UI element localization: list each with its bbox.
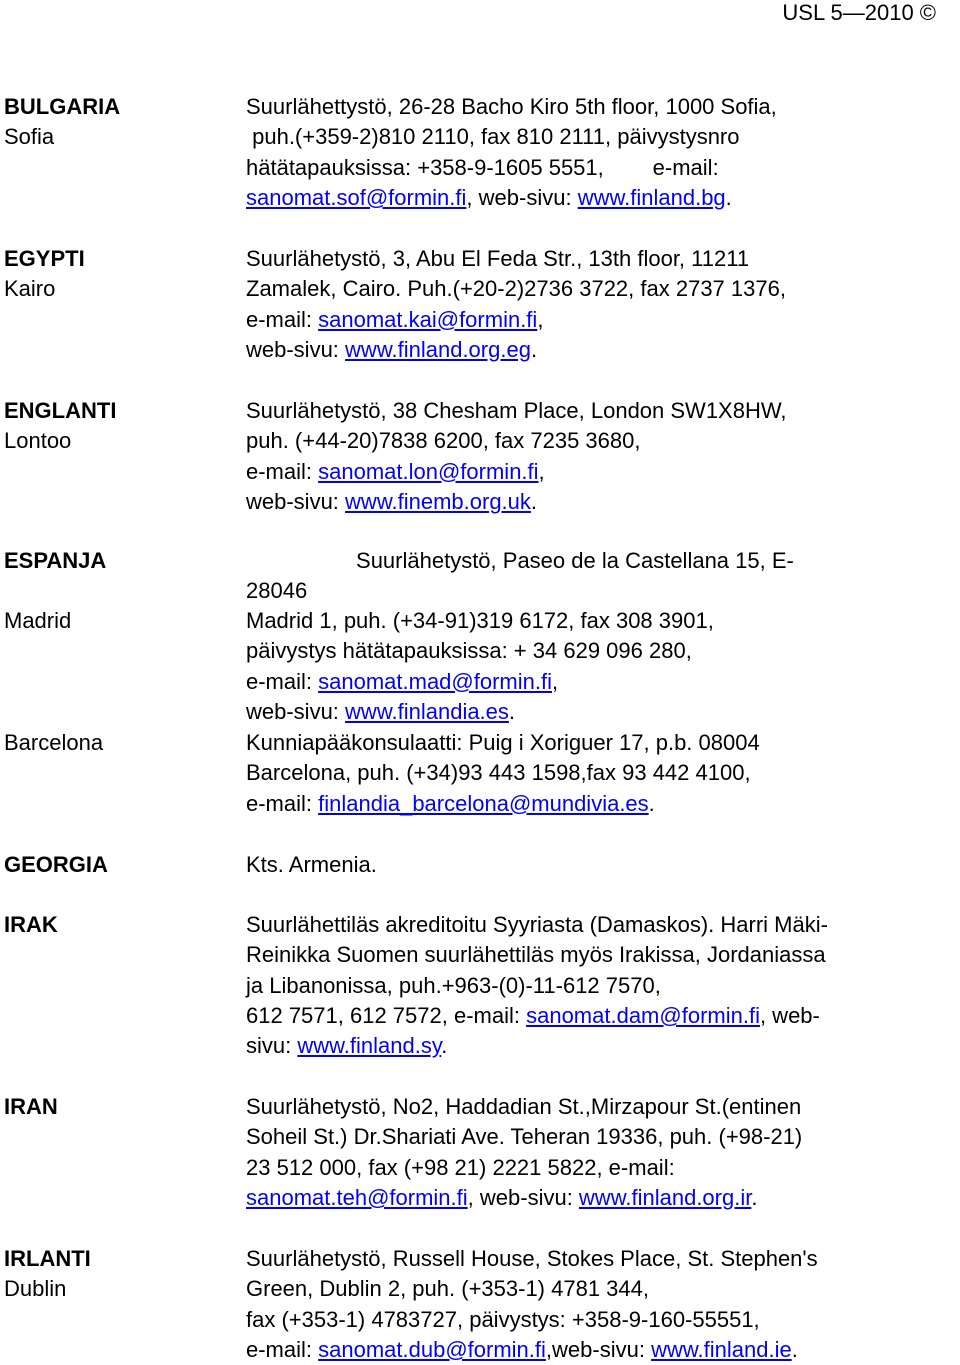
detail-text: puh.(+359-2)810 2110, fax 810 2111, päivystysnro bbox=[246, 124, 740, 150]
detail-line bbox=[246, 850, 946, 880]
detail-text: puh. (+44-20)7838 6200, fax 7235 3680, bbox=[246, 428, 641, 454]
detail-line bbox=[246, 910, 946, 940]
detail-line bbox=[246, 667, 946, 697]
detail-line bbox=[246, 971, 946, 1001]
detail-line bbox=[246, 244, 946, 274]
detail-line bbox=[246, 697, 946, 727]
detail-text: Suurlähetystö, Paseo de la Castellana 15, E- bbox=[246, 548, 794, 573]
city-name: Madrid bbox=[4, 608, 72, 633]
city-name: Kairo bbox=[4, 276, 56, 302]
detail-text: Barcelona, puh. (+34)93 443 1598,fax 93 442 4100, bbox=[246, 760, 751, 786]
detail-text: e-mail: bbox=[246, 790, 319, 816]
country-name: IRAN bbox=[4, 1094, 58, 1119]
location-column bbox=[4, 728, 239, 758]
detail-text: Suurlähettystö, 26-28 Bacho Kiro 5th floor, 1000 Sofia, bbox=[246, 94, 777, 119]
detail-line bbox=[246, 487, 946, 517]
email-link[interactable]: sanomat.sof@formin.fi bbox=[246, 184, 467, 210]
detail-line bbox=[246, 426, 946, 456]
email-link[interactable]: sanomat.kai@formin.fi bbox=[318, 306, 538, 332]
detail-text: , bbox=[537, 306, 544, 332]
detail-line bbox=[246, 183, 946, 213]
city-name: Sofia bbox=[4, 124, 55, 150]
detail-text: Suurlähetystö, Russell House, Stokes Place, St. Stephen's bbox=[246, 1246, 818, 1271]
country-name: IRLANTI bbox=[4, 1246, 91, 1271]
detail-text: e-mail: bbox=[246, 1336, 319, 1362]
detail-line bbox=[246, 789, 946, 819]
detail-text: web-sivu: bbox=[246, 336, 346, 362]
detail-line bbox=[246, 1305, 946, 1335]
location-column bbox=[4, 606, 239, 636]
detail-line bbox=[246, 636, 946, 666]
detail-text: hätätapauksissa: +358-9-1605 5551, e-mail: bbox=[246, 154, 719, 180]
detail-text: . bbox=[530, 488, 538, 514]
detail-text: Kunniapääkonsulaatti: Puig i Xoriguer 17, p.b. 08004 bbox=[246, 730, 760, 755]
detail-text: Madrid 1, puh. (+34-91)319 6172, fax 308 3901, bbox=[246, 608, 714, 633]
detail-text: Suurlähettiläs akreditoitu Syyriasta (Damaskos). Harri Mäki- bbox=[246, 912, 828, 937]
website-link[interactable]: www.finland.org.ir bbox=[578, 1184, 752, 1210]
detail-text: Green, Dublin 2, puh. (+353-1) 4781 344, bbox=[246, 1276, 649, 1302]
email-link[interactable]: sanomat.teh@formin.fi bbox=[246, 1184, 468, 1210]
email-link[interactable]: finlandia_barcelona@mundivia.es bbox=[318, 790, 649, 816]
location-column bbox=[4, 910, 239, 940]
contact-details bbox=[246, 546, 946, 607]
contact-details bbox=[246, 92, 946, 213]
detail-text: , web- bbox=[759, 1002, 820, 1028]
email-link[interactable]: sanomat.dam@formin.fi bbox=[526, 1002, 760, 1028]
country-name: IRAK bbox=[4, 912, 58, 937]
detail-line bbox=[246, 1153, 946, 1183]
detail-text: Suurlähetystö, 38 Chesham Place, London SW1X8HW, bbox=[246, 398, 787, 423]
detail-line bbox=[246, 1001, 946, 1031]
country-name: GEORGIA bbox=[4, 852, 108, 877]
detail-line bbox=[246, 576, 946, 606]
detail-text: , bbox=[551, 668, 559, 694]
detail-text: Reinikka Suomen suurlähettiläs myös Irakissa, Jordaniassa bbox=[246, 942, 826, 968]
location-column bbox=[4, 244, 239, 305]
location-column bbox=[4, 850, 239, 880]
detail-line bbox=[246, 1274, 946, 1304]
contact-details bbox=[246, 1092, 946, 1213]
detail-text: päivystys hätätapauksissa: + 34 629 096 280, bbox=[246, 638, 692, 664]
city-name: Barcelona bbox=[4, 730, 104, 755]
detail-line bbox=[246, 606, 946, 636]
detail-text: e-mail: bbox=[246, 668, 319, 694]
detail-line bbox=[246, 396, 946, 426]
detail-line bbox=[246, 1335, 946, 1365]
contact-details bbox=[246, 606, 946, 727]
detail-text: , web-sivu: bbox=[466, 184, 578, 210]
contact-details bbox=[246, 728, 946, 819]
detail-text: ,web-sivu: bbox=[545, 1336, 652, 1362]
website-link[interactable]: www.finland.bg bbox=[577, 184, 726, 210]
website-link[interactable]: www.finland.org.eg bbox=[345, 336, 531, 362]
website-link[interactable]: www.finlandia.es bbox=[345, 698, 509, 724]
detail-line bbox=[246, 153, 946, 183]
detail-text: fax (+353-1) 4783727, päivystys: +358-9-160-55551, bbox=[246, 1306, 760, 1332]
country-name: ENGLANTI bbox=[4, 398, 117, 423]
detail-text: 612 7571, 612 7572, e-mail: bbox=[246, 1002, 527, 1028]
detail-line bbox=[246, 1031, 946, 1061]
detail-text: e-mail: bbox=[246, 306, 319, 332]
website-link[interactable]: www.finland.sy bbox=[297, 1033, 442, 1059]
detail-line bbox=[246, 940, 946, 970]
detail-text: . bbox=[648, 790, 655, 816]
detail-text: Soheil St.) Dr.Shariati Ave. Teheran 19336, puh. (+98-21) bbox=[246, 1124, 803, 1150]
detail-line bbox=[246, 728, 946, 758]
email-link[interactable]: sanomat.dub@formin.fi bbox=[318, 1336, 546, 1362]
detail-text: ja Libanonissa, puh.+963-(0)-11-612 7570, bbox=[246, 972, 661, 998]
detail-text: e-mail: bbox=[246, 458, 319, 484]
contact-details bbox=[246, 244, 946, 365]
page-header: USL 5—2010 © bbox=[782, 0, 936, 25]
detail-text: . bbox=[791, 1336, 798, 1362]
detail-text: , web-sivu: bbox=[467, 1184, 579, 1210]
detail-line bbox=[246, 546, 946, 576]
detail-line bbox=[246, 1244, 946, 1274]
city-name: Dublin bbox=[4, 1276, 67, 1302]
detail-line bbox=[246, 1122, 946, 1152]
detail-text: Zamalek, Cairo. Puh.(+20-2)2736 3722, fax 2737 1376, bbox=[246, 276, 786, 302]
city-name: Lontoo bbox=[4, 428, 72, 454]
detail-text: Kts. Armenia. bbox=[246, 852, 377, 877]
country-name: EGYPTI bbox=[4, 246, 85, 271]
email-link[interactable]: sanomat.mad@formin.fi bbox=[318, 668, 552, 694]
contact-details bbox=[246, 850, 946, 880]
location-column bbox=[4, 1244, 239, 1305]
detail-text: . bbox=[530, 336, 538, 362]
website-link[interactable]: www.finland.ie bbox=[651, 1336, 792, 1362]
detail-text: sivu: bbox=[246, 1033, 298, 1059]
location-column bbox=[4, 396, 239, 457]
detail-text: . bbox=[751, 1184, 758, 1210]
location-column bbox=[4, 1092, 239, 1122]
location-column bbox=[4, 92, 239, 153]
contact-details bbox=[246, 910, 946, 1061]
location-column bbox=[4, 546, 239, 576]
country-name: BULGARIA bbox=[4, 94, 121, 119]
detail-text: . bbox=[725, 184, 732, 210]
detail-text: Suurlähetystö, 3, Abu El Feda Str., 13th floor, 11211 bbox=[246, 246, 750, 271]
email-link[interactable]: sanomat.lon@formin.fi bbox=[318, 458, 539, 484]
detail-line bbox=[246, 1183, 946, 1213]
detail-text: web-sivu: bbox=[246, 698, 346, 724]
detail-text: 23 512 000, fax (+98 21) 2221 5822, e-mail: bbox=[246, 1154, 675, 1180]
country-name: ESPANJA bbox=[4, 548, 107, 573]
detail-line bbox=[246, 335, 946, 365]
detail-line bbox=[246, 457, 946, 487]
detail-text: , bbox=[538, 458, 545, 484]
detail-line bbox=[246, 274, 946, 304]
detail-text: . bbox=[441, 1033, 448, 1059]
detail-text: 28046 bbox=[246, 578, 308, 604]
detail-line bbox=[246, 92, 946, 122]
detail-line bbox=[246, 758, 946, 788]
website-link[interactable]: www.finemb.org.uk bbox=[345, 488, 531, 514]
detail-line bbox=[246, 122, 946, 152]
detail-text: Suurlähetystö, No2, Haddadian St.,Mirzapour St.(entinen bbox=[246, 1094, 802, 1119]
detail-line bbox=[246, 305, 946, 335]
detail-line bbox=[246, 1092, 946, 1122]
detail-text: web-sivu: bbox=[246, 488, 346, 514]
contact-details bbox=[246, 1244, 946, 1365]
contact-details bbox=[246, 396, 946, 517]
detail-text: . bbox=[508, 698, 516, 724]
